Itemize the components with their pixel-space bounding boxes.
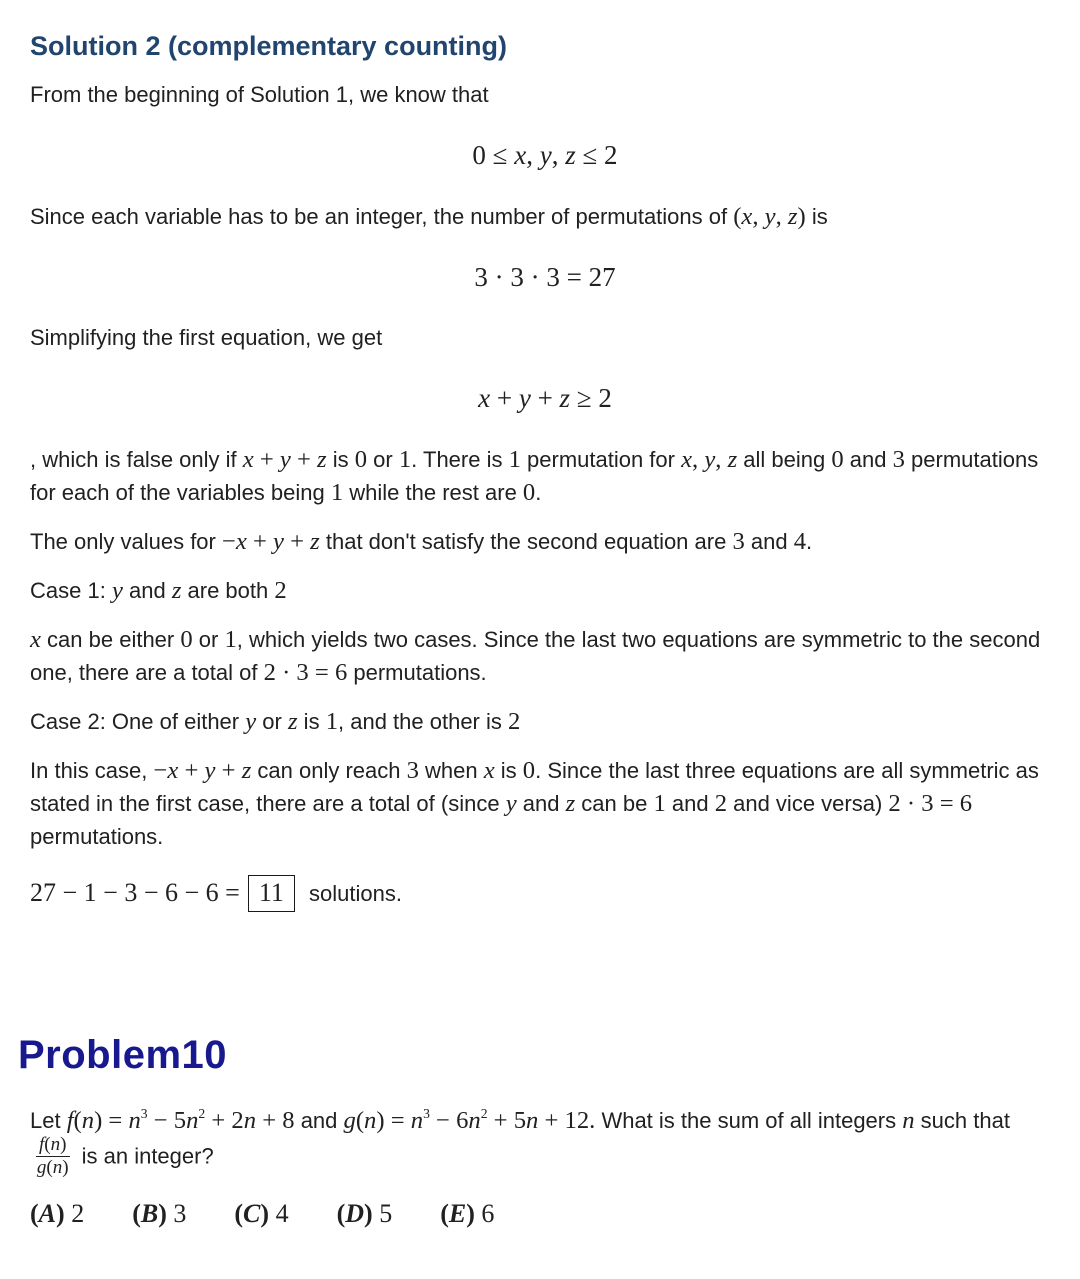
text-run: Solution 2 (complementary counting) [30,31,508,61]
para-false-cases [30,443,1060,509]
text-run: Problem10 [18,1033,228,1078]
math-run: 0 [180,625,193,653]
math-run: 1 [653,789,666,817]
text-run: solutions. [302,880,402,906]
math-run: −x + y + z [221,527,320,555]
text-run: is an integer? [75,1143,214,1169]
text-run: are both [181,577,275,603]
exponent: 3 [423,1106,430,1122]
math-run: 1 [508,445,521,473]
math-run: 2 · 3 = 6 [263,658,348,686]
text-run: or [367,446,399,472]
text-run: permutations for each of the variables being [30,446,1039,505]
math-run: 2 · 3 = 6 [888,789,973,817]
math-run: (E) [440,1198,475,1228]
equation-variable-bounds [30,135,1060,176]
text-run: when [418,757,484,783]
text-run: and [122,577,172,603]
text-run: while the rest are [343,479,523,505]
math-run: 0 [354,445,368,473]
text-run: Simplifying the first equation, we get [30,325,383,351]
text-run: or [256,708,288,734]
math-run: z [565,789,576,817]
text-run: permutations. [347,659,487,685]
math-run: y [111,576,123,604]
para-case2-title [30,705,1060,738]
math-run: (D) [336,1198,373,1228]
math-run: −x + y + z [153,756,252,784]
math-run: (x, y, z) [733,202,806,230]
math-run: 0 [522,756,536,784]
math-run: x + y + z [242,445,327,473]
math-run: 1 [330,478,344,506]
boxed-answer: 11 [248,875,295,913]
answer-choices [30,1197,1060,1233]
para-case1-title [30,574,1060,607]
text-run: is [805,203,828,229]
text-run: is [326,446,355,472]
fraction-denominator: g(n) [36,1156,69,1178]
text-run: permutation for [520,446,682,472]
text-run: permutations. [30,823,164,849]
equation-sum-ge-2 [30,378,1060,419]
text-run: can only reach [251,757,407,783]
text-run: , which is false only if [30,446,243,472]
text-run: The only values for [30,528,222,554]
text-run: . [535,479,542,505]
text-run: Case 1: [30,577,112,603]
para-case1-body [30,623,1060,689]
math-run: 5 [372,1198,393,1228]
exponent: 2 [480,1106,488,1122]
text-run: or [192,626,225,652]
math-run: x, y, z [681,445,738,473]
math-run: y [505,789,517,817]
text-run: Case 2: One of either [30,708,246,734]
equation-total-27 [30,257,1060,298]
math-run: x + y + z ≥ 2 [478,383,612,414]
text-run: that don't satisfy the second equation are [319,528,733,554]
math-run: 2 [508,707,521,735]
math-run: 3 · 3 · 3 = 27 [474,261,616,292]
text-run: Since each variable has to be an integer, the number of permutations of [30,203,734,229]
math-run: 0 ≤ x, y, z ≤ 2 [472,140,618,171]
exponent: 3 [140,1106,148,1122]
text-run: is [297,708,326,734]
text-run: , which yields two cases. Since the last two equations are symmetric to the second one, there are a total of [30,626,1041,685]
math-run: 1 [325,707,338,735]
math-run: − 6n [429,1107,481,1135]
fraction-numerator: f(n) [36,1135,70,1156]
para-simplify [30,321,1060,354]
math-run: 2 [64,1198,85,1228]
text-run: and [516,790,566,816]
text-run: and vice versa) [727,790,889,816]
text-run: . Since the last three equations are all symmetric as stated in the first case, there are a total of (since [30,757,1039,816]
para-only-values [30,525,1060,558]
math-run: 4 [793,527,807,555]
math-run: x [30,625,41,653]
text-run: What is the sum of all integers [595,1108,903,1134]
text-run: , and the other is [338,708,508,734]
para-problem-statement [30,1104,1060,1178]
math-run: 1 [398,445,412,473]
math-run: y [245,707,257,735]
math-run: 2 [714,789,727,817]
text-run: Let [30,1108,67,1134]
para-final-count [30,875,1060,913]
math-run: f(n) = n [66,1107,141,1135]
math-run: 3 [892,445,905,473]
text-run: In this case, [30,757,154,783]
para-permutation-count [30,200,1060,233]
text-run: such that [914,1108,1010,1134]
solution-heading [30,30,1060,62]
text-run: and [665,790,715,816]
math-run: 0 [522,478,536,506]
math-run: 0 [831,445,844,473]
math-run: (A) [30,1198,65,1228]
math-run: 6 [474,1198,495,1228]
text-run: is [494,757,523,783]
para-case2-body [30,754,1060,853]
text-run: From the beginning of Solution 1, we know that [30,82,489,108]
math-run: z [287,707,298,735]
math-run: (C) [234,1198,270,1228]
exponent: 2 [198,1106,206,1122]
math-run: 3 [166,1198,187,1228]
math-run: (B) [132,1198,167,1228]
math-run: + 2n + 8 [205,1107,295,1135]
text-run: and [294,1108,344,1134]
text-run: . There is [411,446,509,472]
text-run: and [843,446,893,472]
text-run: and [744,528,794,554]
fraction [36,1135,70,1176]
math-run: 2 [274,576,287,604]
math-run: g(n) = n [343,1107,424,1135]
math-run: 3 [406,756,419,784]
math-run: 4 [269,1198,289,1228]
text-run: all being [737,446,832,472]
text-run: can be [575,790,654,816]
math-run: x [483,756,495,784]
problem-heading [18,1032,1060,1078]
math-run: + 5n + 12. [487,1107,596,1135]
text-run: . [806,528,813,554]
text-run: can be either [40,626,181,652]
math-run: 27 − 1 − 3 − 6 − 6 = [30,877,240,907]
math-run: − 5n [147,1107,199,1135]
para-intro [30,78,1060,111]
math-run: n [902,1107,915,1135]
math-run: 3 [732,527,745,555]
math-run: 1 [224,625,237,653]
math-run: z [171,576,182,604]
